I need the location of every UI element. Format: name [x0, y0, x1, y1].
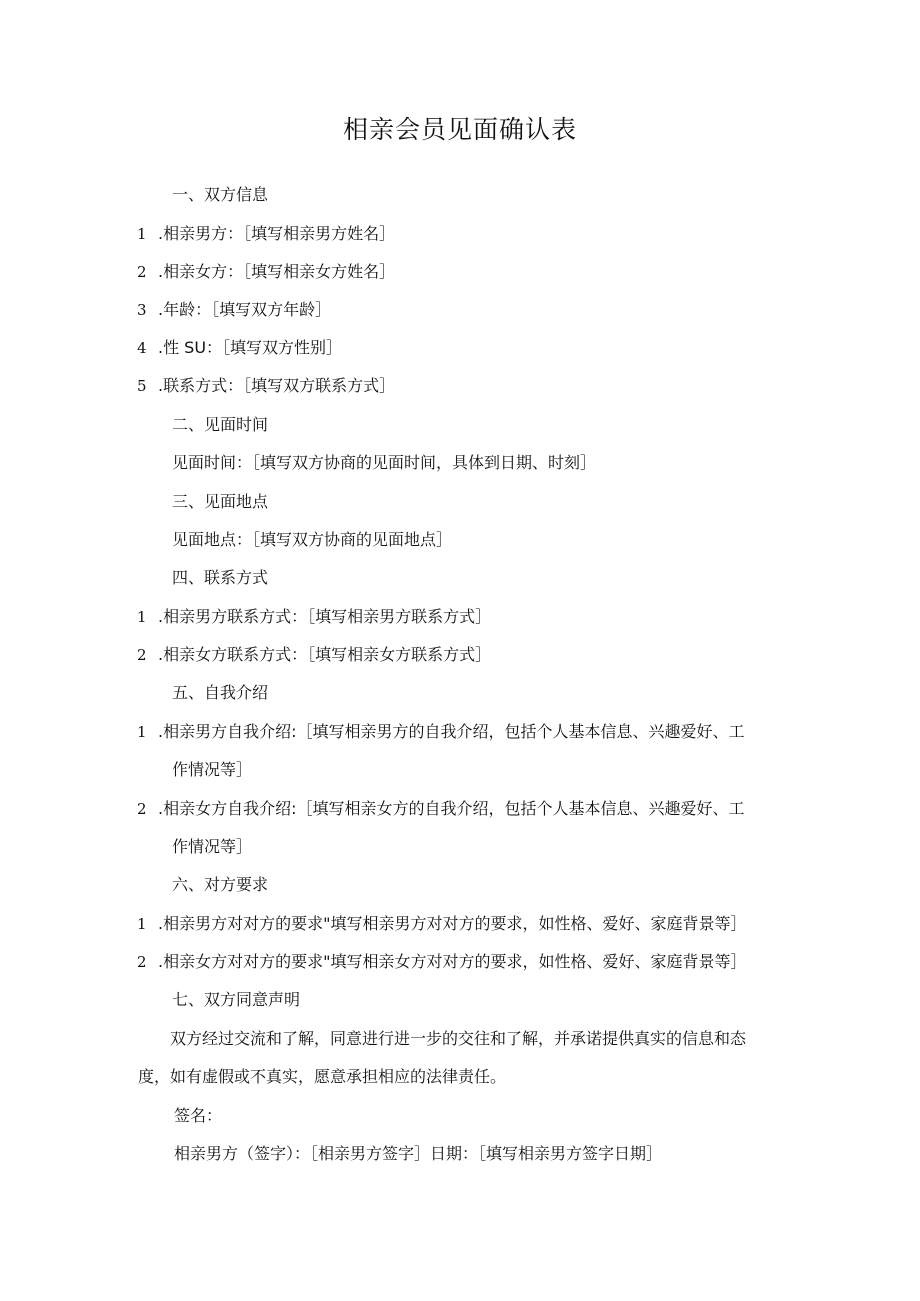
list-item-text: .性 SU：［填写双方性别］ [158, 338, 343, 357]
section-heading-self-intro: 五、自我介绍 [172, 683, 269, 702]
list-item-text: .相亲女方联系方式：［填写相亲女方联系方式］ [158, 645, 492, 664]
section-heading-consent: 七、双方同意声明 [172, 990, 301, 1009]
male-signature-line: 相亲男方（签字）：［相亲男方签字］日期：［填写相亲男方签字日期］ [174, 1144, 663, 1163]
meeting-place-text: 见面地点：［填写双方协商的见面地点］ [172, 530, 453, 549]
section-heading-contact: 四、联系方式 [172, 568, 269, 587]
list-item-number: 2 [137, 263, 147, 281]
consent-paragraph-line-1: 双方经过交流和了解，同意进行进一步的交往和了解，并承诺提供真实的信息和态 [170, 1029, 747, 1048]
list-item-number: 1 [137, 225, 147, 243]
list-item-number: 2 [137, 953, 147, 971]
document-title: 相亲会员见面确认表 [342, 115, 577, 144]
list-item-text: .相亲男方联系方式：［填写相亲男方联系方式］ [158, 607, 492, 626]
list-item-continuation: 作情况等］ [172, 760, 253, 779]
list-item-text: .相亲男方自我介绍:［填写相亲男方的自我介绍，包括个人基本信息、兴趣爱好、工 [158, 722, 745, 741]
list-item-text: .年龄：［填写双方年龄］ [158, 300, 332, 319]
meeting-time-text: 见面时间：［填写双方协商的见面时间，具体到日期、时刻］ [172, 453, 597, 472]
list-item-number: 3 [137, 301, 147, 319]
consent-paragraph-line-2: 度，如有虚假或不真实，愿意承担相应的法律责任。 [138, 1067, 507, 1086]
section-heading-meeting-time: 二、见面时间 [172, 415, 269, 434]
list-item-text: .相亲女方：［填写相亲女方姓名］ [158, 262, 396, 281]
list-item-number: 5 [137, 377, 147, 395]
list-item-number: 1 [137, 723, 147, 741]
list-item-text: .相亲女方自我介绍:［填写相亲女方的自我介绍，包括个人基本信息、兴趣爱好、工 [158, 799, 745, 818]
list-item-text: .相亲男方：［填写相亲男方姓名］ [158, 224, 396, 243]
list-item-text: .相亲女方对对方的要求"填写相亲女方对对方的要求，如性格、爱好、家庭背景等］ [158, 952, 747, 971]
list-item-number: 1 [137, 608, 147, 626]
section-heading-requirements: 六、对方要求 [172, 875, 269, 894]
section-heading-meeting-place: 三、见面地点 [172, 492, 269, 511]
list-item-text: .相亲男方对对方的要求"填写相亲男方对对方的要求，如性格、爱好、家庭背景等］ [158, 914, 747, 933]
signature-label: 签名： [174, 1106, 223, 1125]
section-heading-parties-info: 一、双方信息 [172, 185, 269, 204]
list-item-number: 2 [137, 646, 147, 664]
list-item-number: 1 [137, 915, 147, 933]
list-item-number: 2 [137, 800, 147, 818]
list-item-number: 4 [137, 339, 147, 357]
list-item-text: .联系方式：［填写双方联系方式］ [158, 376, 396, 395]
list-item-continuation: 作情况等］ [172, 837, 253, 856]
